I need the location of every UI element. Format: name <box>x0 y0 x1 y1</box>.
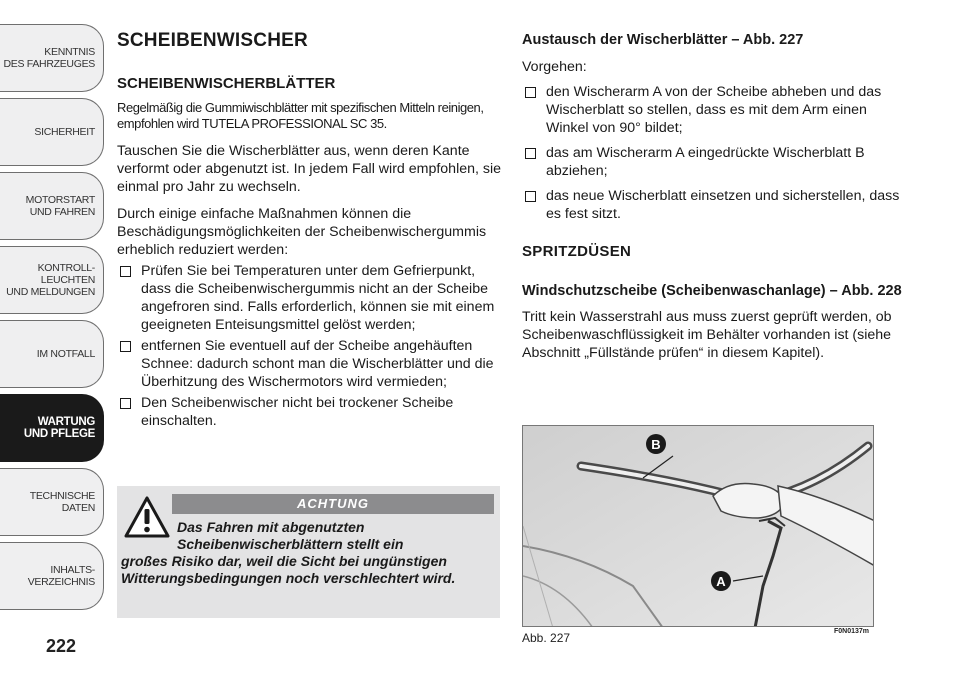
tab-wartung-und-pflege[interactable]: WARTUNG UND PFLEGE <box>0 394 104 462</box>
figure-code: F0N0137m <box>834 628 870 635</box>
tab-inhaltsverzeichnis[interactable]: INHALTS- VERZEICHNIS <box>0 542 104 610</box>
warning-line-1: Das Fahren mit abgenutzten <box>177 519 365 535</box>
tab-motorstart[interactable]: MOTORSTART UND FAHREN <box>0 172 104 240</box>
chapter-tabs <box>0 24 104 616</box>
tab-im-notfall[interactable]: IM NOTFALL <box>0 320 104 388</box>
tab-sicherheit[interactable]: SICHERHEIT <box>0 98 104 166</box>
replace-heading: Austausch der Wischerblätter – Abb. 227 <box>522 32 804 48</box>
paragraph-measures: Durch einige einfache Maßnahmen können die Beschädigungsmöglichkeiten der Scheibenwischergummis erheblich reduziert werden: <box>117 206 487 258</box>
wiper-illustration <box>523 426 874 627</box>
page-title: SCHEIBENWISCHER <box>117 30 308 51</box>
tab-kenntnis[interactable]: KENNTNIS DES FAHRZEUGES <box>0 24 104 92</box>
washer-paragraph: Tritt kein Wasserstrahl aus muss zuerst geprüft werden, ob Scheibenwaschflüssigkeit im Behälter vorhanden ist (siehe Abschnitt „Füllstände prüfen“ in diesem Kapitel). <box>522 309 892 361</box>
callout-a-label: A <box>716 574 726 589</box>
procedure-label: Vorgehen: <box>522 59 587 75</box>
section-spritzduesen: SPRITZDÜSEN <box>522 243 632 260</box>
intro-text: Regelmäßig die Gummiwischblätter mit spezifischen Mitteln reinigen, empfohlen wird TUTELA PROFESSIONAL SC 35. <box>117 100 484 131</box>
section-title: SCHEIBENWISCHERBLÄTTER <box>117 75 336 92</box>
list-item: entfernen Sie eventuell auf der Scheibe angehäuften Schnee: dadurch schont man die Wischerblätter und die Überhitzung des Wischermotors wird vermieden; <box>117 337 502 391</box>
warning-rest: großes Risiko dar, weil die Sicht bei ungünstigen Witterungsbedingungen noch verschlechtert wird. <box>121 553 456 586</box>
callout-b-label: B <box>651 437 661 452</box>
right-column <box>522 32 908 369</box>
procedure-list <box>522 83 908 223</box>
figure-caption: Abb. 227 <box>522 631 571 645</box>
tab-technische-daten[interactable]: TECHNISCHE DATEN <box>0 468 104 536</box>
warning-text <box>121 519 496 587</box>
list-item: das am Wischerarm A eingedrückte Wischerblatt B abziehen; <box>522 144 908 180</box>
warning-line-2: Scheibenwischerblättern stellt ein <box>177 536 404 552</box>
list-item: Prüfen Sie bei Temperaturen unter dem Gefrierpunkt, dass die Scheibenwischergummis nicht an der Scheibe angefroren sind. Falls erforderlich, können sie mit einem geeigneten Enteisungsmittel gelöst werden; <box>117 262 502 334</box>
figure-wiper <box>522 425 874 627</box>
page-number: 222 <box>46 636 77 656</box>
list-item: Den Scheibenwischer nicht bei trockener Scheibe einschalten. <box>117 394 502 430</box>
measures-list <box>117 262 502 430</box>
paragraph-replace: Tauschen Sie die Wischerblätter aus, wenn deren Kante verformt oder abgenutzt ist. In jedem Fall wird empfohlen, sie einmal pro Jahr zu wechseln. <box>117 143 502 195</box>
left-column <box>117 30 502 433</box>
warning-label: ACHTUNG <box>172 494 494 514</box>
list-item: den Wischerarm A von der Scheibe abheben und das Wischerblatt so stellen, dass es mit dem Arm einen Winkel von 90° bildet; <box>522 83 908 137</box>
tab-kontrollleuchten[interactable]: KONTROLL- LEUCHTEN UND MELDUNGEN <box>0 246 104 314</box>
windshield-heading: Windschutzscheibe (Scheibenwaschanlage) – Abb. 228 <box>522 283 902 299</box>
list-item: das neue Wischerblatt einsetzen und sicherstellen, dass es fest sitzt. <box>522 187 908 223</box>
